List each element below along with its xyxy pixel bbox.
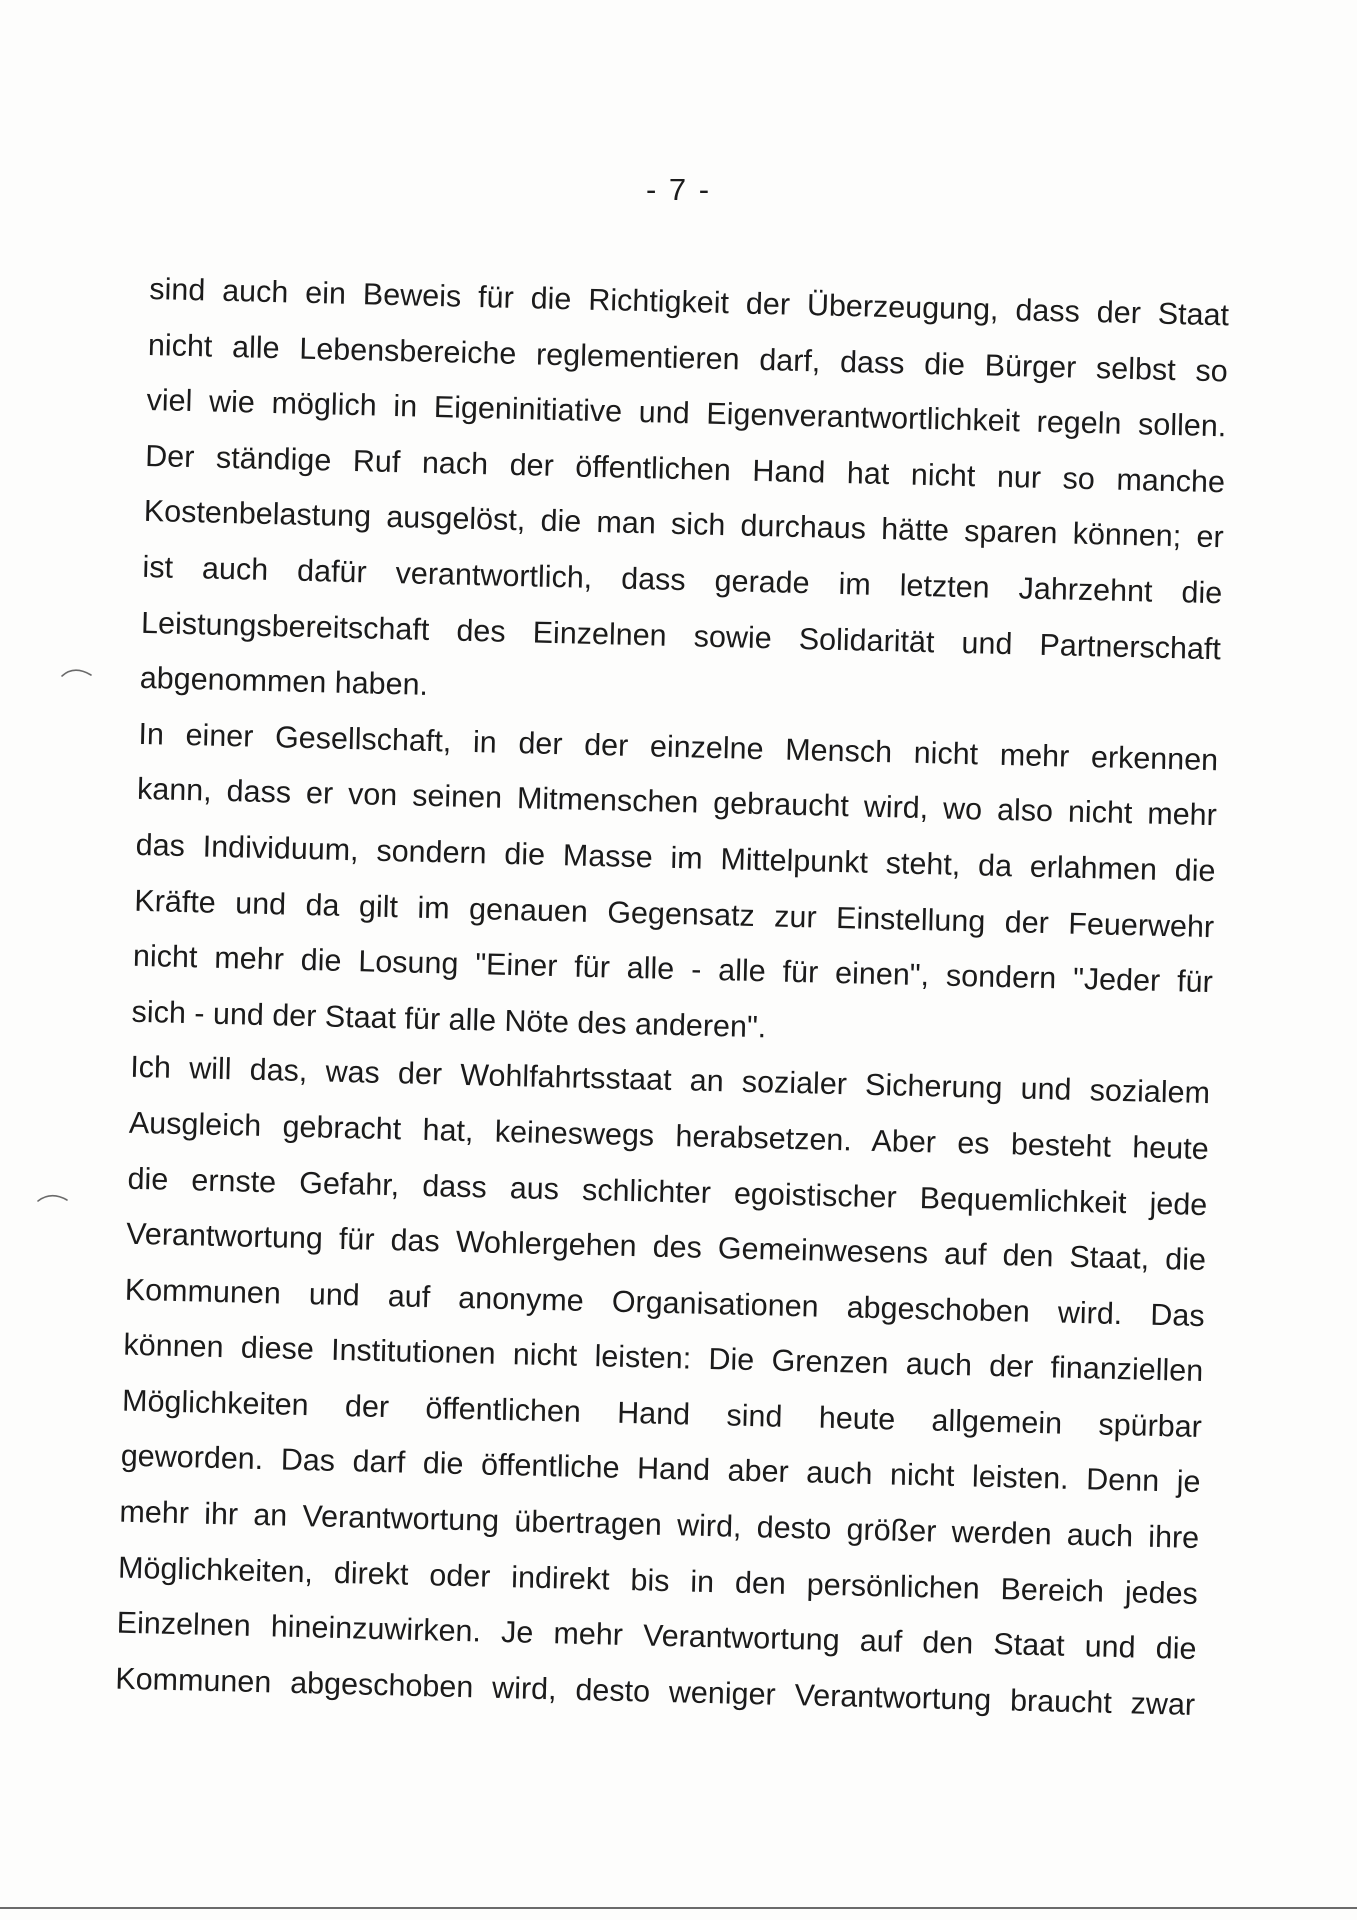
text-line: ist auch dafür verantwortlich, dass gerade im letzten Jahrzehnt die	[142, 549, 1223, 611]
text-line: nicht mehr die Losung "Einer für alle - alle für einen", sondern "Jeder für	[132, 938, 1214, 1000]
text-line: Verantwortung für das Wohlergehen des Gemeinwesens auf den Staat, die	[125, 1216, 1207, 1278]
text-line: viel wie möglich in Eigeninitiative und Eigenverantwortlichkeit regeln sollen.	[146, 383, 1227, 444]
text-line: können diese Institutionen nicht leisten: Die Grenzen auch der finanziellen	[123, 1327, 1204, 1389]
pencil-tick-mark-icon	[60, 663, 94, 679]
text-line: Kommunen abgeschoben wird, desto weniger Verantwortung braucht zwar	[114, 1661, 1196, 1722]
text-line: nicht alle Lebensbereiche reglementieren darf, dass die Bürger selbst so	[147, 327, 1229, 388]
text-line: Der ständige Ruf nach der öffentlichen Hand hat nicht nur so manche	[144, 438, 1226, 500]
text-line: abgenommen haben.	[139, 661, 429, 703]
text-line: die ernste Gefahr, dass aus schlichter egoistischer Bequemlichkeit jede	[127, 1161, 1208, 1222]
pencil-tick-mark-icon	[36, 1189, 70, 1205]
text-line: Kostenbelastung ausgelöst, die man sich durchaus hätte sparen können; er	[143, 494, 1225, 555]
text-line: das Individuum, sondern die Masse im Mittelpunkt steht, da erlahmen die	[135, 827, 1216, 889]
text-line: Ausgleich gebracht hat, keineswegs herabsetzen. Aber es besteht heute	[128, 1105, 1210, 1167]
text-line: sich - und der Staat für alle Nöte des anderen".	[131, 994, 767, 1044]
scan-edge-line	[0, 1907, 1357, 1909]
text-line: Leistungsbereitschaft des Einzelnen sowie Solidarität und Partnerschaft	[140, 605, 1222, 666]
text-line: mehr ihr an Verantwortung übertragen wird, desto größer werden auch ihre	[119, 1494, 1200, 1556]
page-number: - 7 -	[645, 172, 712, 207]
body-text	[115, 262, 1230, 1733]
text-line: Ich will das, was der Wohlfahrtsstaat an sozialer Sicherung und sozialem	[129, 1050, 1211, 1111]
text-line: In einer Gesellschaft, in der der einzelne Mensch nicht mehr erkennen	[138, 716, 1219, 777]
text-line: geworden. Das darf die öffentliche Hand aber auch nicht leisten. Denn je	[120, 1439, 1201, 1500]
text-line: Möglichkeiten, direkt oder indirekt bis in den persönlichen Bereich jedes	[117, 1550, 1199, 1611]
text-line: Kommunen und auf anonyme Organisationen abgeschoben wird. Das	[124, 1272, 1205, 1333]
text-line: kann, dass er von seinen Mitmenschen gebraucht wird, wo also nicht mehr	[136, 772, 1218, 833]
text-line: Kräfte und da gilt im genauen Gegensatz zur Einstellung der Feuerwehr	[133, 883, 1215, 944]
text-line: Möglichkeiten der öffentlichen Hand sind heute allgemein spürbar	[121, 1383, 1203, 1444]
text-line: sind auch ein Beweis für die Richtigkeit der Überzeugung, dass der Staat	[148, 271, 1230, 333]
text-line: Einzelnen hineinzuwirken. Je mehr Verantwortung auf den Staat und die	[116, 1605, 1197, 1667]
